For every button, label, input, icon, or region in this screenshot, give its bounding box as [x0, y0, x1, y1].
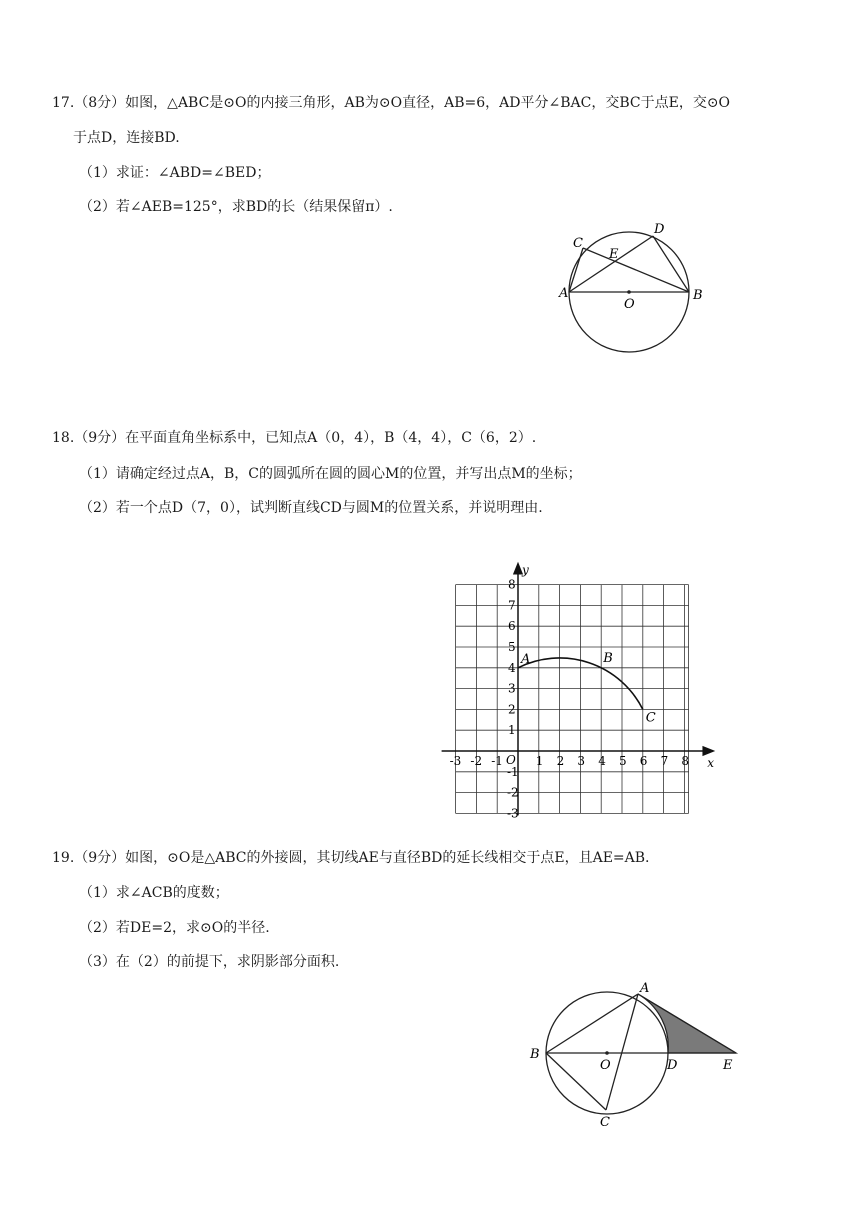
q17-label-a: A	[559, 286, 569, 301]
q17-part1: （1）求证：∠ABD=∠BED；	[79, 165, 271, 181]
x-tick-label: -3	[449, 754, 462, 768]
q17-label-b: B	[693, 288, 703, 303]
y-tick-label: -1	[507, 764, 519, 779]
x-tick-label: 1	[535, 754, 544, 768]
y-tick-label: 8	[508, 577, 516, 592]
q19-figure	[520, 978, 750, 1128]
y-tick-label: 4	[508, 660, 516, 675]
y-tick-label: 2	[508, 702, 516, 717]
y-tick-label: -3	[507, 806, 519, 821]
q17-label-c: C	[573, 236, 583, 251]
q19-part1: （1）求∠ACB的度数；	[79, 885, 229, 901]
q17-label-d: D	[654, 222, 665, 237]
y-tick-label: 6	[508, 619, 516, 634]
point-label-c: C	[645, 710, 656, 726]
y-tick-label: -2	[507, 785, 519, 800]
x-tick-label: -2	[470, 754, 483, 768]
point-label-a: A	[521, 651, 531, 667]
q18-part1: （1）请确定经过点A，B，C的圆弧所在圆的圆心M的位置，并写出点M的坐标；	[79, 466, 582, 482]
q19-part2: （2）若DE=2，求⊙O的半径.	[79, 920, 270, 936]
y-axis-label: y	[522, 562, 529, 577]
point-label-b: B	[603, 650, 613, 666]
q18-coordinate-grid	[436, 538, 746, 830]
x-tick-label: -1	[491, 754, 503, 768]
q19-label-a: A	[640, 981, 650, 996]
x-tick-label: 4	[598, 754, 606, 768]
x-tick-label: 2	[556, 754, 565, 768]
q17-label-o: O	[624, 297, 635, 312]
y-axis-arrow	[514, 564, 522, 574]
q18-part2: （2）若一个点D（7，0），试判断直线CD与圆M的位置关系，并说明理由.	[79, 500, 543, 516]
q17-figure	[550, 212, 720, 357]
q17-line2: 于点D，连接BD.	[73, 130, 180, 146]
x-axis-label: x	[707, 756, 714, 770]
q19-label-d: D	[667, 1058, 678, 1073]
x-tick-label: 6	[639, 754, 648, 768]
x-tick-label: 5	[619, 754, 627, 768]
y-tick-label: 7	[508, 598, 516, 613]
q19-part3: （3）在（2）的前提下，求阴影部分面积.	[79, 954, 340, 970]
origin-label: O	[506, 753, 516, 767]
q19-label-o: O	[600, 1058, 611, 1073]
q19-label-c: C	[600, 1115, 610, 1128]
q18-line1: 18.（9分）在平面直角坐标系中，已知点A（0，4），B（4，4），C（6，2）.	[52, 430, 537, 446]
x-tick-label: 8	[681, 754, 690, 768]
q17-part2: （2）若∠AEB=125°，求BD的长（结果保留π）.	[79, 199, 393, 215]
x-tick-label: 7	[660, 754, 669, 768]
y-tick-label: 1	[508, 723, 516, 738]
q19-line1: 19.（9分）如图，⊙O是△ABC的外接圆，其切线AE与直径BD的延长线相交于点E，且AE=AB.	[52, 850, 650, 866]
q17-label-e: E	[609, 247, 619, 262]
y-tick-label: 3	[508, 681, 516, 696]
y-tick-label: 5	[508, 640, 516, 654]
x-tick-label: 3	[577, 754, 586, 768]
x-axis-arrow	[703, 747, 713, 755]
q17-line1: 17.（8分）如图，△ABC是⊙O的内接三角形，AB为⊙O直径，AB=6，AD平分∠BAC，交BC于点E，交⊙O	[52, 95, 731, 111]
q19-label-e: E	[723, 1058, 733, 1073]
q19-label-b: B	[530, 1047, 540, 1062]
